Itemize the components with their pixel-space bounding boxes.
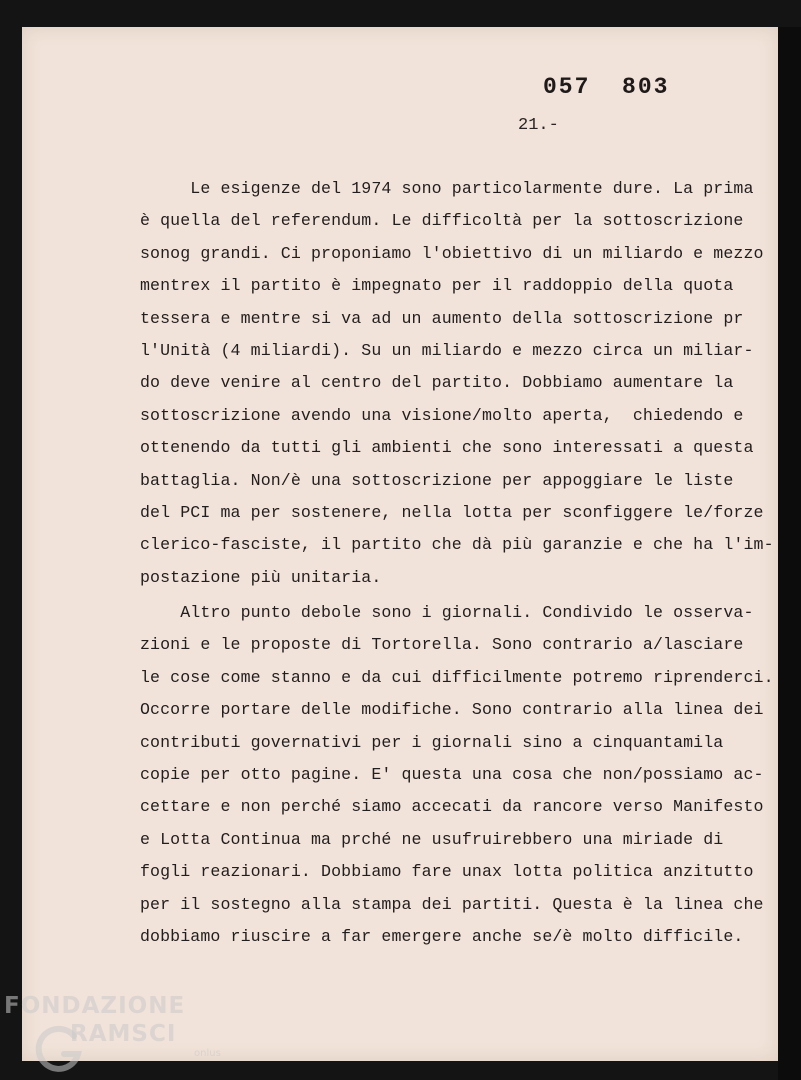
text-line: sottoscrizione avendo una visione/molto aperta, chiedendo e bbox=[140, 405, 744, 425]
text-line: l'Unità (4 miliardi). Su un miliardo e mezzo circa un miliar- bbox=[140, 340, 754, 360]
watermark-onlus: onlus bbox=[194, 1048, 221, 1059]
watermark-line-2-text: RAMSCI bbox=[70, 1021, 177, 1047]
text-line: mentrex il partito è impegnato per il raddoppio della quota bbox=[140, 276, 734, 296]
text-line: clerico-fasciste, il partito che dà più garanzie e che ha l'im- bbox=[140, 535, 774, 555]
text-line: fogli reazionari. Dobbiamo fare unax lotta politica anzitutto bbox=[140, 862, 754, 882]
text-line: tessera e mentre si va ad un aumento della sottoscrizione pr bbox=[140, 308, 744, 328]
text-line: le cose come stanno e da cui difficilmente potremo riprenderci. bbox=[140, 667, 774, 687]
text-line: battaglia. Non/è una sottoscrizione per appoggiare le liste bbox=[140, 470, 734, 490]
text-line: per il sostegno alla stampa dei partiti. Questa è la linea che bbox=[140, 894, 764, 914]
scanner-edge bbox=[778, 27, 801, 1080]
text-line: do deve venire al centro del partito. Dobbiamo aumentare la bbox=[140, 373, 734, 393]
typewritten-text bbox=[140, 175, 774, 955]
page-number: 21.- bbox=[518, 116, 559, 135]
document-number: 057 803 bbox=[543, 74, 670, 100]
text-line: Altro punto debole sono i giornali. Condivido le osserva- bbox=[140, 603, 754, 623]
watermark-line-1: FONDAZIONE bbox=[4, 993, 186, 1019]
text-line: è quella del referendum. Le difficoltà per la sottoscrizione bbox=[140, 211, 744, 231]
watermark-line-2 bbox=[4, 1020, 185, 1048]
text-line: zioni e le proposte di Tortorella. Sono contrario a/lasciare bbox=[140, 635, 744, 655]
text-line: Le esigenze del 1974 sono particolarmente dure. La prima bbox=[140, 179, 754, 198]
text-line: cettare e non perché siamo accecati da rancore verso Manifesto bbox=[140, 797, 764, 817]
text-line: Occorre portare delle modifiche. Sono contrario alla linea dei bbox=[140, 700, 764, 720]
text-line: postazione più unitaria. bbox=[140, 567, 382, 587]
text-line: del PCI ma per sostenere, nella lotta per sconfiggere le/forze bbox=[140, 502, 764, 522]
fondazione-gramsci-watermark bbox=[4, 992, 185, 1048]
gramsci-g-logo-icon bbox=[34, 1022, 86, 1074]
text-line: copie per otto pagine. E' questa una cosa che non/possiamo ac- bbox=[140, 765, 764, 785]
text-line: contributi governativi per i giornali sino a cinquantamila bbox=[140, 732, 724, 752]
text-line: sonog grandi. Ci proponiamo l'obiettivo di un miliardo e mezzo bbox=[140, 243, 764, 263]
text-line: e Lotta Continua ma prché ne usufruirebbero una miriade di bbox=[140, 829, 724, 849]
text-line: dobbiamo riuscire a far emergere anche se/è molto difficile. bbox=[140, 926, 744, 946]
text-line: ottenendo da tutti gli ambienti che sono interessati a questa bbox=[140, 438, 754, 458]
